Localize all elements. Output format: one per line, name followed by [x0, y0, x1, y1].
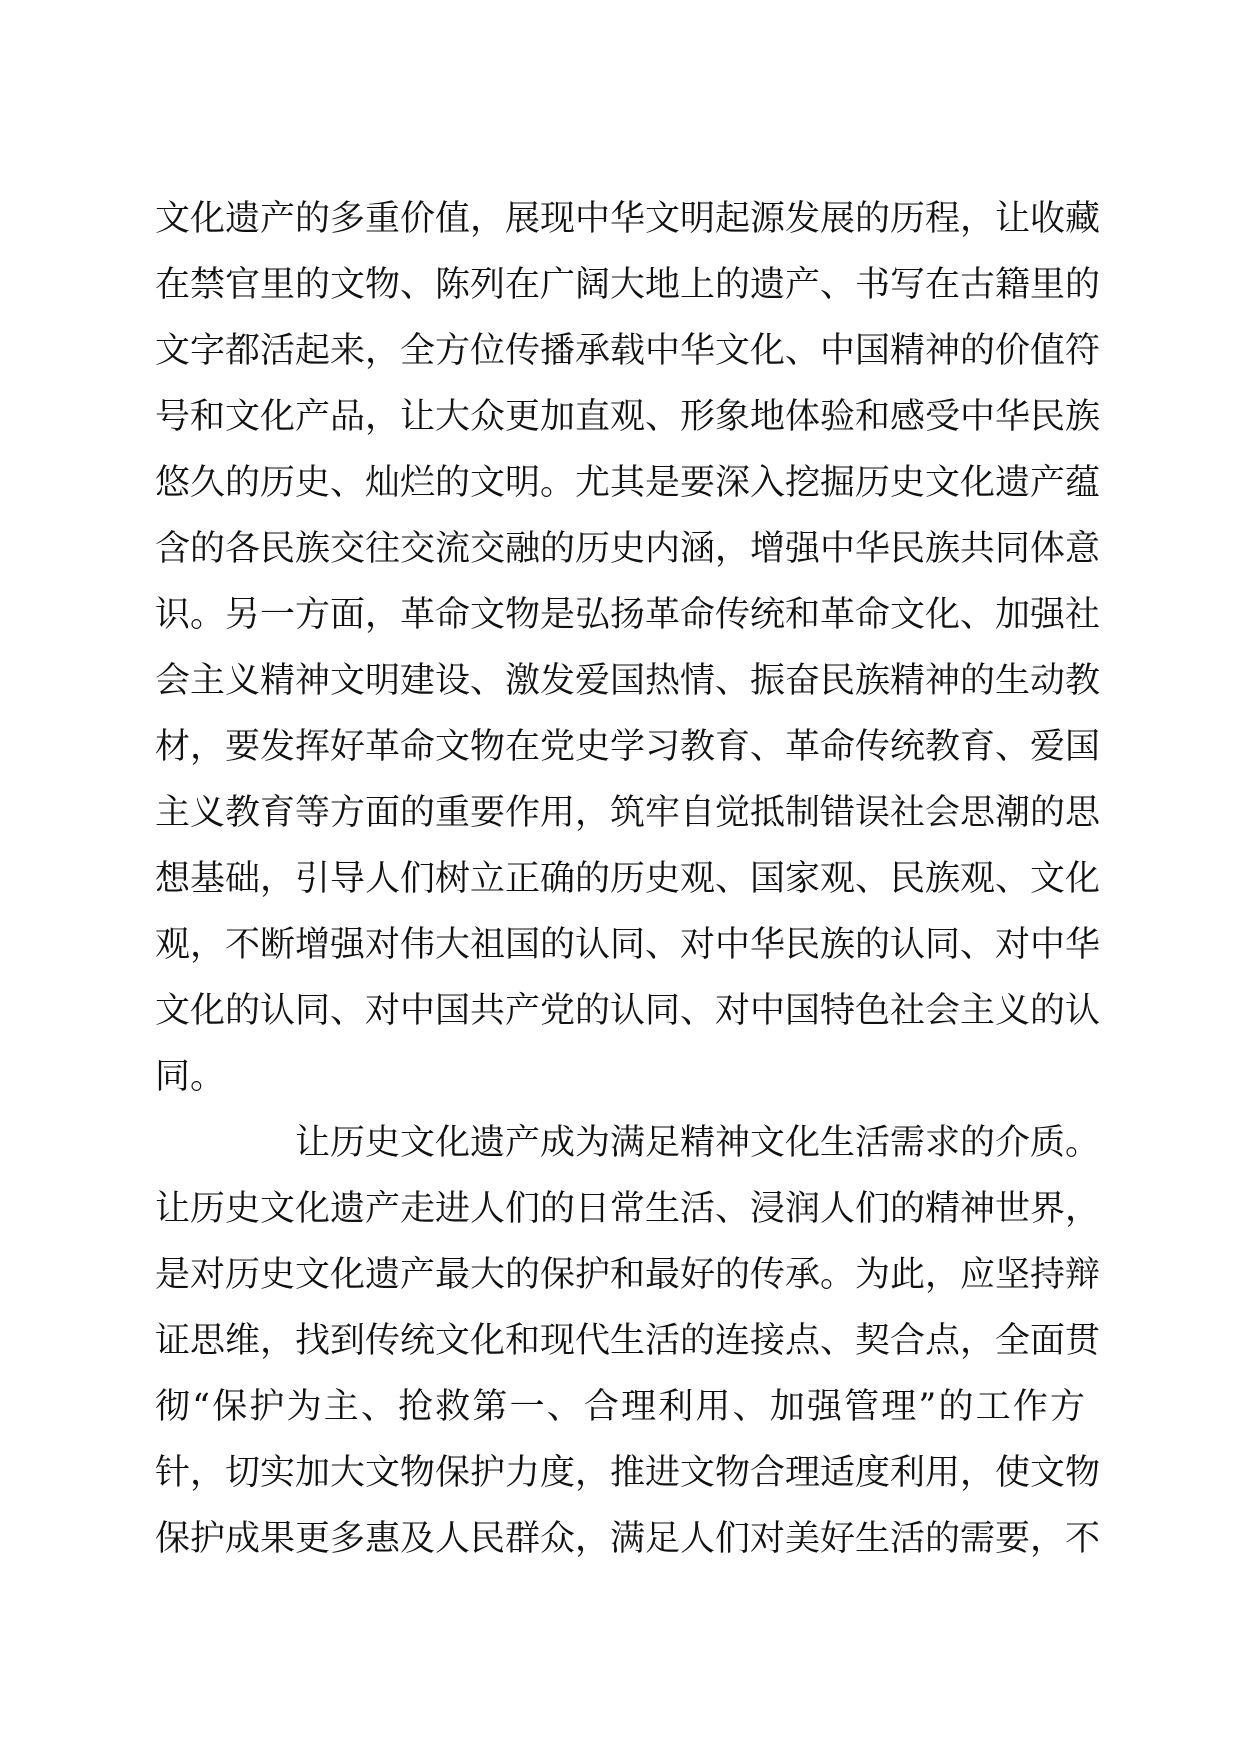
paragraph-2-heading-line: 让历史文化遗产成为满足精神文化生活需求的介质。 — [295, 1123, 1101, 1163]
paragraph-1-line: 会主义精神文明建设、激发爱国热情、振奋民族精神的生动教 — [155, 661, 1101, 701]
paragraph-2-line: 证思维，找到传统文化和现代生活的连接点、契合点，全面贯 — [155, 1321, 1101, 1361]
paragraph-1-line: 文化的认同、对中国共产党的认同、对中国特色社会主义的认 — [155, 991, 1101, 1031]
paragraph-1-line: 同。 — [155, 1057, 226, 1097]
paragraph-1-line: 含的各民族交往交流交融的历史内涵，增强中华民族共同体意 — [155, 529, 1101, 569]
paragraph-1-line: 悠久的历史、灿烂的文明。尤其是要深入挖掘历史文化遗产蕴 — [155, 463, 1101, 503]
paragraph-2-line: 彻“保护为主、抢救第一、合理利用、加强管理”的工作方 — [155, 1387, 1085, 1427]
paragraph-1-line: 号和文化产品，让大众更加直观、形象地体验和感受中华民族 — [155, 397, 1101, 437]
paragraph-1-line: 主义教育等方面的重要作用，筑牢自觉抵制错误社会思潮的思 — [155, 793, 1101, 833]
paragraph-1 — [155, 186, 1101, 1110]
paragraph-2-line: 让历史文化遗产走进人们的日常生活、浸润人们的精神世界， — [155, 1189, 1101, 1229]
paragraph-2-line: 是对历史文化遗产最大的保护和最好的传承。为此，应坚持辩 — [155, 1255, 1101, 1295]
paragraph-1-line: 材，要发挥好革命文物在党史学习教育、革命传统教育、爱国 — [155, 727, 1101, 767]
paragraph-1-line: 在禁官里的文物、陈列在广阔大地上的遗产、书写在古籍里的 — [155, 265, 1101, 305]
paragraph-2 — [155, 1110, 1101, 1572]
paragraph-2-line: 针，切实加大文物保护力度，推进文物合理适度利用，使文物 — [155, 1453, 1101, 1493]
paragraph-1-line: 文字都活起来，全方位传播承载中华文化、中国精神的价值符 — [155, 331, 1101, 371]
paragraph-1-line: 识。另一方面，革命文物是弘扬革命传统和革命文化、加强社 — [155, 595, 1101, 635]
paragraph-1-line: 文化遗产的多重价值，展现中华文明起源发展的历程，让收藏 — [155, 199, 1101, 239]
paragraph-1-line: 想基础，引导人们树立正确的历史观、国家观、民族观、文化 — [155, 859, 1101, 899]
paragraph-2-line: 保护成果更多惠及人民群众，满足人们对美好生活的需要，不 — [155, 1519, 1101, 1559]
document-body — [155, 186, 1101, 1572]
paragraph-1-line: 观，不断增强对伟大祖国的认同、对中华民族的认同、对中华 — [155, 925, 1101, 965]
